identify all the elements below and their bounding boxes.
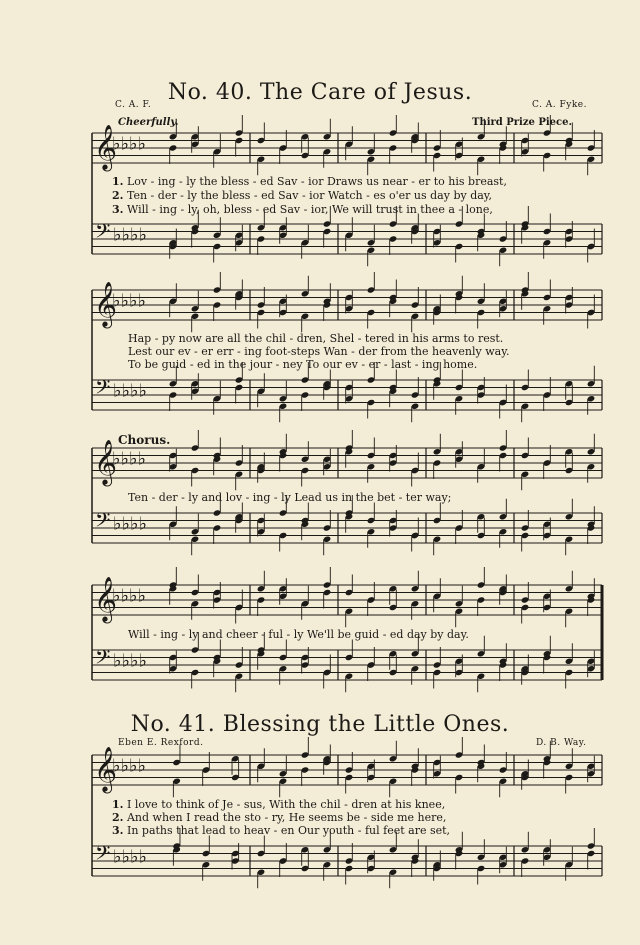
verse-3-line-2: To be guid - ed in the jour - ney To our ev - er - last - ing home.	[128, 358, 478, 371]
chorus-label: Chorus.	[118, 433, 171, 447]
h41-verse-2: 2. And when I read the sto - ry, He seems be - side me here,	[112, 811, 447, 824]
h41-verse-1: 1. I love to think of Je - sus, With the chil - dren at his knee,	[112, 798, 446, 811]
flat-icon: ♭♭♭♭	[112, 290, 146, 312]
h41-verse-3: 3. In paths that lead to heav - en Our youth - ful feet are set,	[112, 824, 451, 837]
hymn-40-prize-note: Third Prize Piece.	[472, 117, 572, 128]
chorus-line-2: Will - ing - ly and cheer - ful - ly We'll be guid - ed day by day.	[128, 628, 469, 641]
treble-clef-icon: 𝄞	[94, 125, 118, 170]
hymn-40-tempo: Cheerfully.	[118, 117, 179, 128]
hymn-41-title: No. 41. Blessing the Little Ones.	[130, 712, 510, 737]
treble-clef-icon: 𝄞	[94, 747, 118, 792]
hymn-40-author: C. A. F.	[115, 100, 152, 110]
flat-icon: ♭♭♭♭	[113, 846, 147, 868]
flat-icon: ♭♭♭♭	[112, 585, 146, 607]
verse-2-line-2: Lest our ev - er err - ing foot-steps Wan - der from the heavenly way.	[128, 345, 510, 358]
bass-clef-icon: 𝄢	[95, 219, 111, 248]
flat-icon: ♭♭♭♭	[113, 224, 147, 246]
flat-icon: ♭♭♭♭	[113, 650, 147, 672]
hymn-40-composer: C. A. Fyke.	[532, 100, 587, 110]
flat-icon: ♭♭♭♭	[112, 133, 146, 155]
flat-icon: ♭♭♭♭	[112, 448, 146, 470]
bass-clef-icon: 𝄢	[95, 841, 111, 870]
verse-1-line-2: Hap - py now are all the chil - dren, Shel - tered in his arms to rest.	[128, 332, 504, 345]
verse-2-line-1: 2. Ten - der - ly the bless - ed Sav - ior Watch - es o'er us day by day,	[112, 189, 493, 202]
treble-clef-icon: 𝄞	[94, 282, 118, 327]
bass-clef-icon: 𝄢	[95, 508, 111, 537]
chorus-line-1: Ten - der - ly and lov - ing - ly Lead us in the bet - ter way;	[128, 491, 452, 504]
verse-1-line-1: 1. Lov - ing - ly the bless - ed Sav - ior Draws us near - er to his breast,	[112, 175, 507, 188]
treble-clef-icon: 𝄞	[94, 577, 118, 622]
flat-icon: ♭♭♭♭	[113, 513, 147, 535]
bass-clef-icon: 𝄢	[95, 375, 111, 404]
verse-3-line-1: 3. Will - ing - ly, oh, bless - ed Sav - ior, We will trust in thee a - lone,	[112, 203, 493, 216]
hymn-40-title: No. 40. The Care of Jesus.	[167, 80, 473, 105]
flat-icon: ♭♭♭♭	[113, 380, 147, 402]
bass-clef-icon: 𝄢	[95, 645, 111, 674]
hymn-41-author: Eben E. Rexford.	[118, 738, 204, 748]
treble-clef-icon: 𝄞	[94, 440, 118, 485]
flat-icon: ♭♭♭♭	[112, 755, 146, 777]
hymn-41-composer: D. B. Way.	[536, 738, 587, 748]
